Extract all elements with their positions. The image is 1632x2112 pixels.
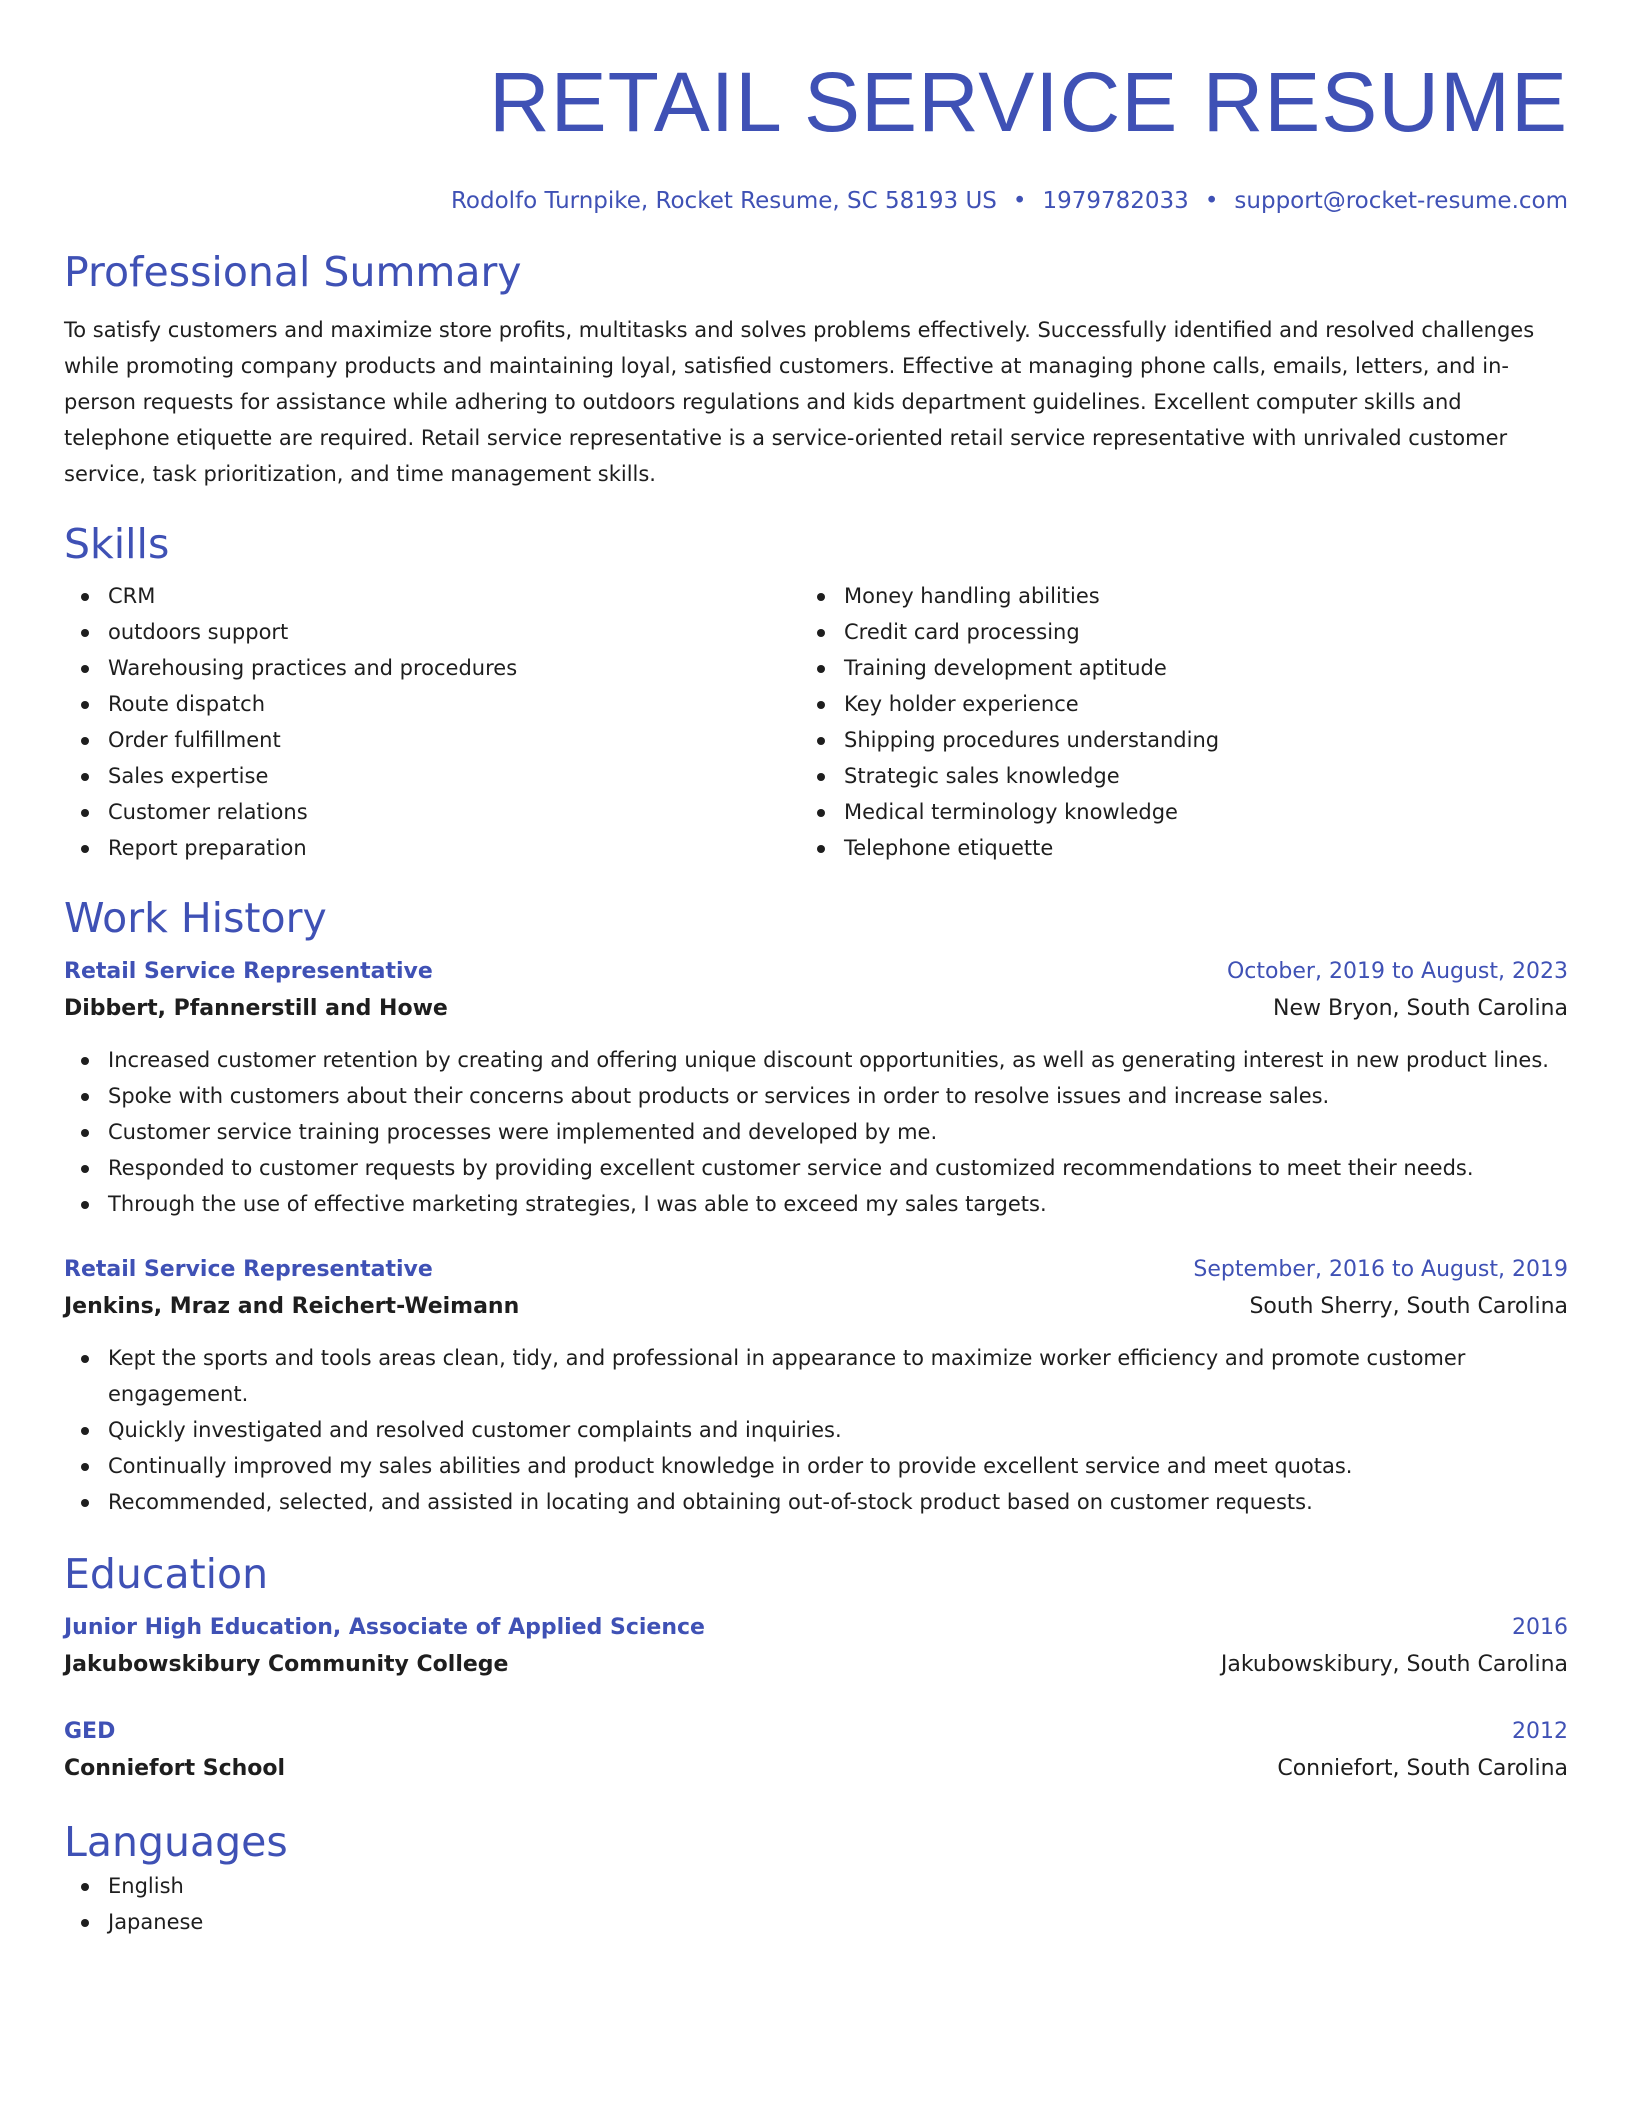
contact-phone: 1979782033 <box>1042 188 1189 214</box>
job-company: Jenkins, Mraz and Reichert-Weimann <box>64 1294 520 1319</box>
education-header-row <box>64 1714 1568 1750</box>
job-bullet: Through the use of effective marketing strategies, I was able to exceed my sales targets. <box>64 1186 1568 1222</box>
language-item: Japanese <box>64 1904 1568 1940</box>
skills-list-right <box>800 578 1536 866</box>
job-header-row <box>64 1252 1568 1288</box>
language-item: English <box>64 1868 1568 1904</box>
job-bullets <box>64 1340 1568 1520</box>
skills-column-left <box>64 578 800 866</box>
job-bullet: Quickly investigated and resolved customer complaints and inquiries. <box>64 1412 1568 1448</box>
job-bullet: Increased customer retention by creating and offering unique discount opportunities, as well as generating interest in new product lines. <box>64 1042 1568 1078</box>
skills-grid <box>64 578 1568 866</box>
skill-item: Medical terminology knowledge <box>800 794 1536 830</box>
skill-item: Strategic sales knowledge <box>800 758 1536 794</box>
education-school-row <box>64 1750 1568 1788</box>
section-title-languages: Languages <box>64 1818 288 1866</box>
section-title-work-history: Work History <box>64 894 327 942</box>
contact-line <box>64 186 1568 216</box>
education-header-row <box>64 1610 1568 1646</box>
job-role: Retail Service Representative <box>64 959 433 984</box>
education-school: Conniefort School <box>64 1756 286 1781</box>
resume-header <box>64 0 1568 216</box>
contact-address: Rodolfo Turnpike, Rocket Resume, SC 58193 US <box>450 188 997 214</box>
resume-title: RETAIL SERVICE RESUME <box>488 55 1568 149</box>
job-company-row <box>64 1288 1568 1326</box>
contact-separator: • <box>1012 188 1027 214</box>
education-school-row <box>64 1646 1568 1684</box>
education-location: Jakubowskibury, South Carolina <box>1220 1652 1568 1677</box>
skill-item: outdoors support <box>64 614 800 650</box>
section-title-skills: Skills <box>64 520 170 568</box>
education-school: Jakubowskibury Community College <box>64 1652 509 1677</box>
job-dates: September, 2016 to August, 2019 <box>1193 1257 1568 1282</box>
job-bullet: Recommended, selected, and assisted in locating and obtaining out-of-stock product based on customer requests. <box>64 1484 1568 1520</box>
skill-item: Sales expertise <box>64 758 800 794</box>
skill-item: Money handling abilities <box>800 578 1536 614</box>
job-bullet: Spoke with customers about their concerns about products or services in order to resolve issues and increase sales. <box>64 1078 1568 1114</box>
job-role: Retail Service Representative <box>64 1257 433 1282</box>
skill-item: Telephone etiquette <box>800 830 1536 866</box>
job-dates: October, 2019 to August, 2023 <box>1226 959 1568 984</box>
education-entry <box>64 1610 1568 1684</box>
skill-item: Customer relations <box>64 794 800 830</box>
job-entry <box>64 1252 1568 1520</box>
skill-item: Report preparation <box>64 830 800 866</box>
job-company: Dibbert, Pfannerstill and Howe <box>64 996 448 1021</box>
job-company-row <box>64 990 1568 1028</box>
education-degree: GED <box>64 1719 116 1744</box>
job-bullet: Customer service training processes were implemented and developed by me. <box>64 1114 1568 1150</box>
skill-item: Credit card processing <box>800 614 1536 650</box>
skill-item: CRM <box>64 578 800 614</box>
skill-item: Route dispatch <box>64 686 800 722</box>
job-location: New Bryon, South Carolina <box>1273 996 1568 1021</box>
education-location: Conniefort, South Carolina <box>1277 1756 1568 1781</box>
section-title-summary: Professional Summary <box>64 248 522 296</box>
skills-column-right <box>800 578 1536 866</box>
skill-item: Warehousing practices and procedures <box>64 650 800 686</box>
job-bullets <box>64 1042 1568 1222</box>
job-entry <box>64 954 1568 1222</box>
education-year: 2016 <box>1512 1615 1568 1640</box>
education-year: 2012 <box>1512 1719 1568 1744</box>
contact-separator: • <box>1204 188 1219 214</box>
skill-item: Order fulfillment <box>64 722 800 758</box>
languages-list <box>64 1868 1568 1940</box>
contact-email[interactable]: support@rocket-resume.com <box>1234 188 1568 214</box>
skills-list-left <box>64 578 800 866</box>
job-header-row <box>64 954 1568 990</box>
skill-item: Key holder experience <box>800 686 1536 722</box>
job-bullet: Continually improved my sales abilities and product knowledge in order to provide excellent service and meet quotas. <box>64 1448 1568 1484</box>
job-location: South Sherry, South Carolina <box>1249 1294 1568 1319</box>
job-bullet: Kept the sports and tools areas clean, tidy, and professional in appearance to maximize worker efficiency and promote customer engagement. <box>64 1340 1568 1412</box>
skill-item: Training development aptitude <box>800 650 1536 686</box>
skill-item: Shipping procedures understanding <box>800 722 1536 758</box>
education-degree: Junior High Education, Associate of Applied Science <box>64 1615 705 1640</box>
job-bullet: Responded to customer requests by providing excellent customer service and customized recommendations to meet their needs. <box>64 1150 1568 1186</box>
summary-text: To satisfy customers and maximize store profits, multitasks and solves problems effectively. Successfully identified and resolved challenges while promoting company products and maintaining loyal, satisfied customers. Effective at managing phone calls, emails, letters, and in-person requests for assistance while adhering to outdoors regulations and kids department guidelines. Excellent computer skills and telephone etiquette are required. Retail service representative is a service-oriented retail service representative with unrivaled customer service, task prioritization, and time management skills. <box>64 318 1535 486</box>
education-entry <box>64 1714 1568 1788</box>
section-title-education: Education <box>64 1550 269 1598</box>
